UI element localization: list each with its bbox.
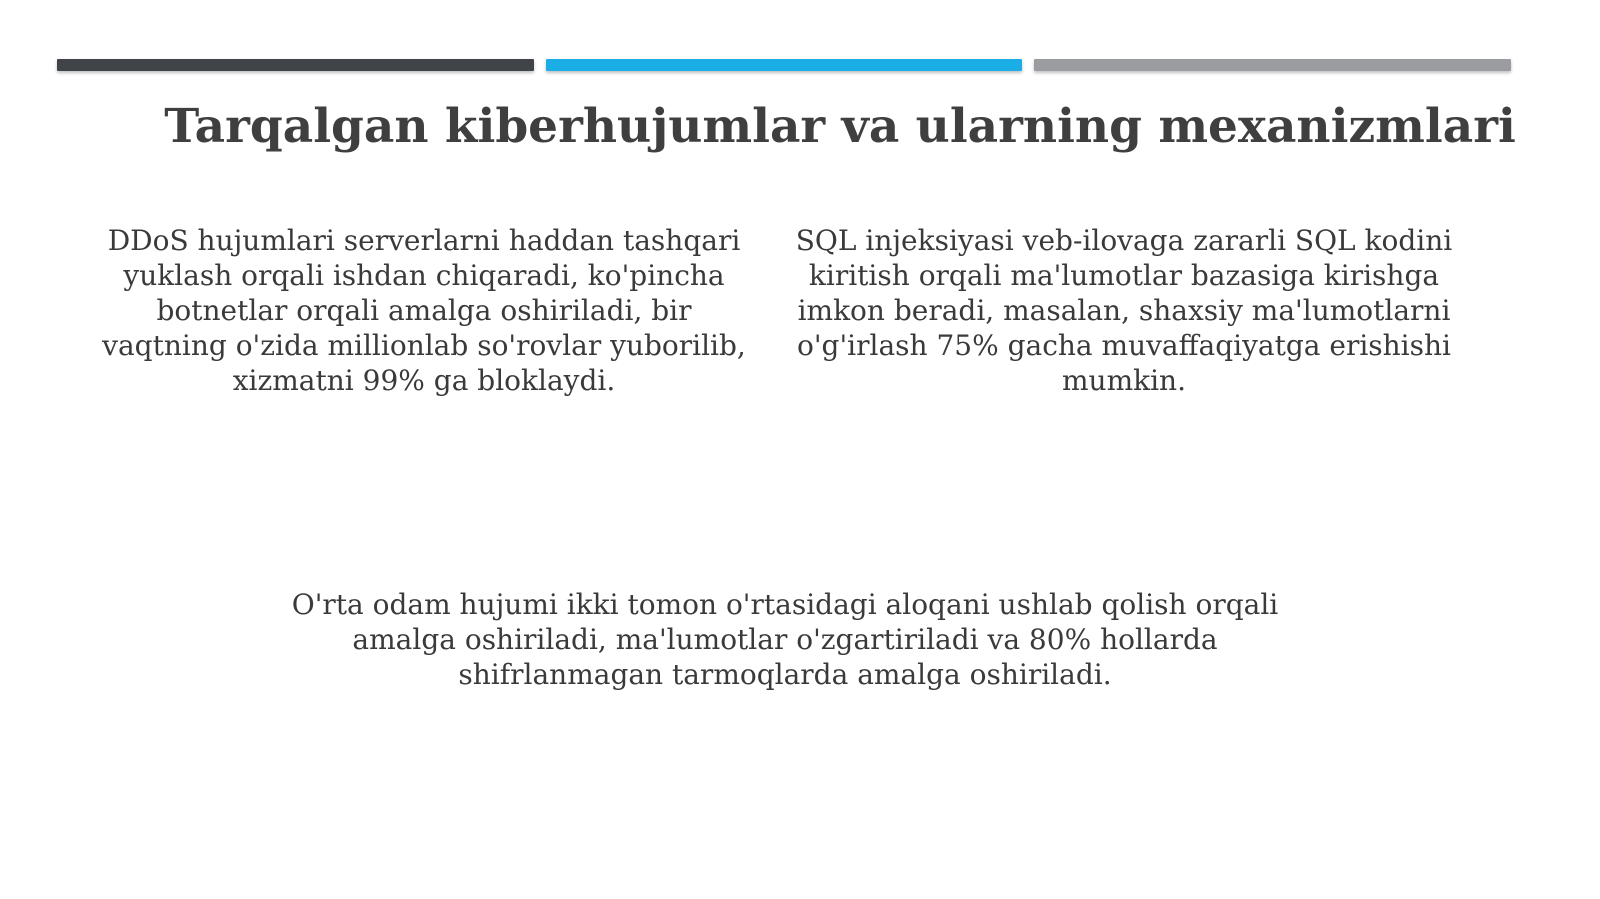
header-bar-dark	[57, 59, 534, 71]
header-bar-blue	[546, 59, 1022, 71]
header-bar-gray	[1034, 59, 1511, 71]
ddos-paragraph: DDoS hujumlari serverlarni haddan tashqari yuklash orqali ishdan chiqaradi, ko'pincha botnetlar orqali amalga oshiriladi, bir vaqtning o'zida millionlab so'rovlar yuborilib, xizmatni 99% ga bloklaydi.	[102, 224, 746, 397]
sql-injection-paragraph: SQL injeksiyasi veb-ilovaga zararli SQL kodini kiritish orqali ma'lumotlar bazasiga kirishga imkon beradi, masalan, shaxsiy ma'lumotlarni o'g'irlash 75% gacha muvaffaqiyatga erishishi mumkin.	[795, 224, 1453, 397]
slide-title: Tarqalgan kiberhujumlar va ularning mexanizmlari	[164, 99, 1516, 154]
mitm-paragraph: O'rta odam hujumi ikki tomon o'rtasidagi aloqani ushlab qolish orqali amalga oshiriladi, ma'lumotlar o'zgartiriladi va 80% hollarda shifrlanmagan tarmoqlarda amalga oshiriladi.	[291, 588, 1279, 691]
